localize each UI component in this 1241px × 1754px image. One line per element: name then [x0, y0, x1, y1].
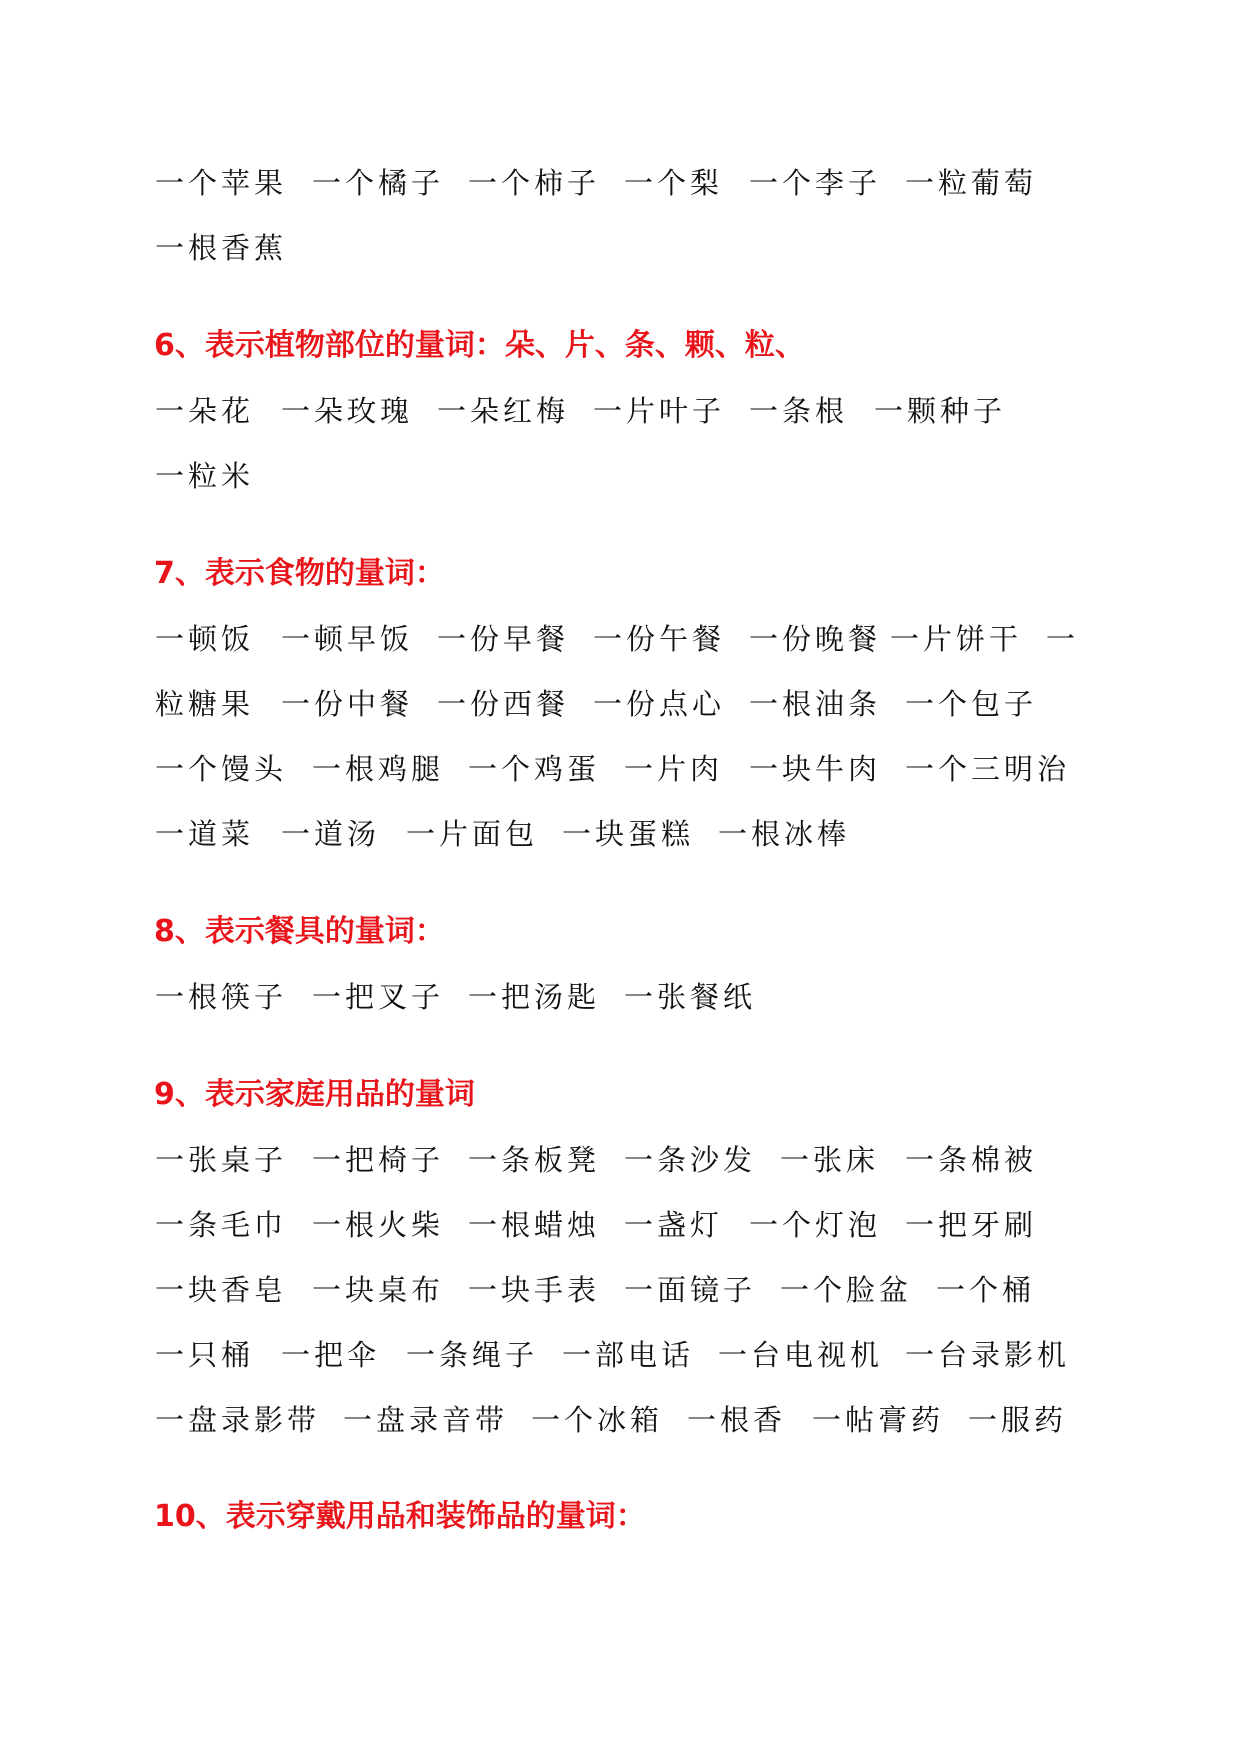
word-item: 一根筷子 — [155, 980, 288, 1014]
word-item: 一把汤匙 — [468, 980, 601, 1014]
word-item: 一条绳子 — [406, 1338, 539, 1372]
word-item: 一个灯泡 — [749, 1208, 882, 1242]
word-item: 一朵玫瑰 — [281, 394, 414, 428]
word-item: 一条毛巾 — [155, 1208, 288, 1242]
word-item: 一台录影机 — [905, 1338, 1071, 1372]
word-item: 一顿早饭 — [281, 622, 414, 656]
word-item: 一个包子 — [905, 687, 1038, 721]
word-item: 一把叉子 — [312, 980, 445, 1014]
word-item: 一个梨 — [624, 166, 724, 200]
word-item: 一块手表 — [468, 1273, 601, 1307]
word-item: 一块蛋糕 — [562, 817, 695, 851]
word-item: 一把牙刷 — [905, 1208, 1038, 1242]
word-item: 一盘录音带 — [343, 1403, 509, 1437]
word-item: 一面镜子 — [624, 1273, 757, 1307]
word-item: 一张餐纸 — [624, 980, 757, 1014]
word-item: 一份早餐 — [437, 622, 570, 656]
word-item: 一片面包 — [406, 817, 539, 851]
word-item: 一根油条 — [749, 687, 882, 721]
word-item: 一份点心 — [593, 687, 726, 721]
word-item: 一片叶子 — [593, 394, 726, 428]
section-heading: 9、表示家庭用品的量词 — [154, 1077, 475, 1112]
word-item: 一部电话 — [562, 1338, 695, 1372]
word-item: 一份晚餐 — [749, 622, 882, 656]
word-item: 一条板凳 — [468, 1143, 601, 1177]
word-item: 一个三明治 — [905, 752, 1071, 786]
word-item: 一个鸡蛋 — [468, 752, 601, 786]
word-item: 一根香蕉 — [155, 231, 288, 265]
word-item: 一个桶 — [936, 1273, 1036, 1307]
word-item: 一条棉被 — [905, 1143, 1038, 1177]
word-item: 一帖膏药 — [812, 1403, 945, 1437]
section-heading: 7、表示食物的量词： — [154, 556, 445, 591]
word-item: 一份中餐 — [281, 687, 414, 721]
word-item: 一盏灯 — [624, 1208, 724, 1242]
word-item: 一块牛肉 — [749, 752, 882, 786]
word-item: 一片肉 — [624, 752, 724, 786]
word-item: 一张桌子 — [155, 1143, 288, 1177]
word-item: 一粒葡萄 — [905, 166, 1038, 200]
word-item: 一粒米 — [155, 459, 255, 493]
section-heading: 10、表示穿戴用品和装饰品的量词： — [154, 1499, 646, 1534]
word-item: 一道菜 — [155, 817, 255, 851]
word-item: 一片饼干 — [890, 622, 1023, 656]
word-item: 一道汤 — [281, 817, 381, 851]
word-item: 一个苹果 — [155, 166, 288, 200]
word-item: 一份午餐 — [593, 622, 726, 656]
word-item: 一根蜡烛 — [468, 1208, 601, 1242]
word-item: 一根冰棒 — [718, 817, 851, 851]
section-heading: 8、表示餐具的量词： — [154, 914, 445, 949]
word-item: 一朵花 — [155, 394, 255, 428]
word-item: 一根鸡腿 — [312, 752, 445, 786]
word-item: 一个李子 — [749, 166, 882, 200]
word-item: 一把伞 — [281, 1338, 381, 1372]
word-item: 一根香 — [687, 1403, 787, 1437]
word-item: 粒糖果 — [155, 687, 255, 721]
word-item: 一个柿子 — [468, 166, 601, 200]
word-item: 一服药 — [968, 1403, 1068, 1437]
word-item: 一台电视机 — [718, 1338, 884, 1372]
word-item: 一朵红梅 — [437, 394, 570, 428]
word-item: 一颗种子 — [874, 394, 1007, 428]
word-item: 一盘录影带 — [155, 1403, 321, 1437]
word-item: 一顿饭 — [155, 622, 255, 656]
word-item: 一份西餐 — [437, 687, 570, 721]
word-item: 一块桌布 — [312, 1273, 445, 1307]
word-item: 一块香皂 — [155, 1273, 288, 1307]
word-item: 一只桶 — [155, 1338, 255, 1372]
word-item: 一条根 — [749, 394, 849, 428]
section-heading: 6、表示植物部位的量词：朵、片、条、颗、粒、 — [154, 328, 805, 363]
word-item: 一个冰箱 — [531, 1403, 664, 1437]
word-item: 一 — [1046, 622, 1080, 656]
word-item: 一把椅子 — [312, 1143, 445, 1177]
word-item: 一条沙发 — [624, 1143, 757, 1177]
word-item: 一张床 — [780, 1143, 880, 1177]
word-item: 一个橘子 — [312, 166, 445, 200]
word-item: 一个馒头 — [155, 752, 288, 786]
word-item: 一根火柴 — [312, 1208, 445, 1242]
word-item: 一个脸盆 — [780, 1273, 913, 1307]
